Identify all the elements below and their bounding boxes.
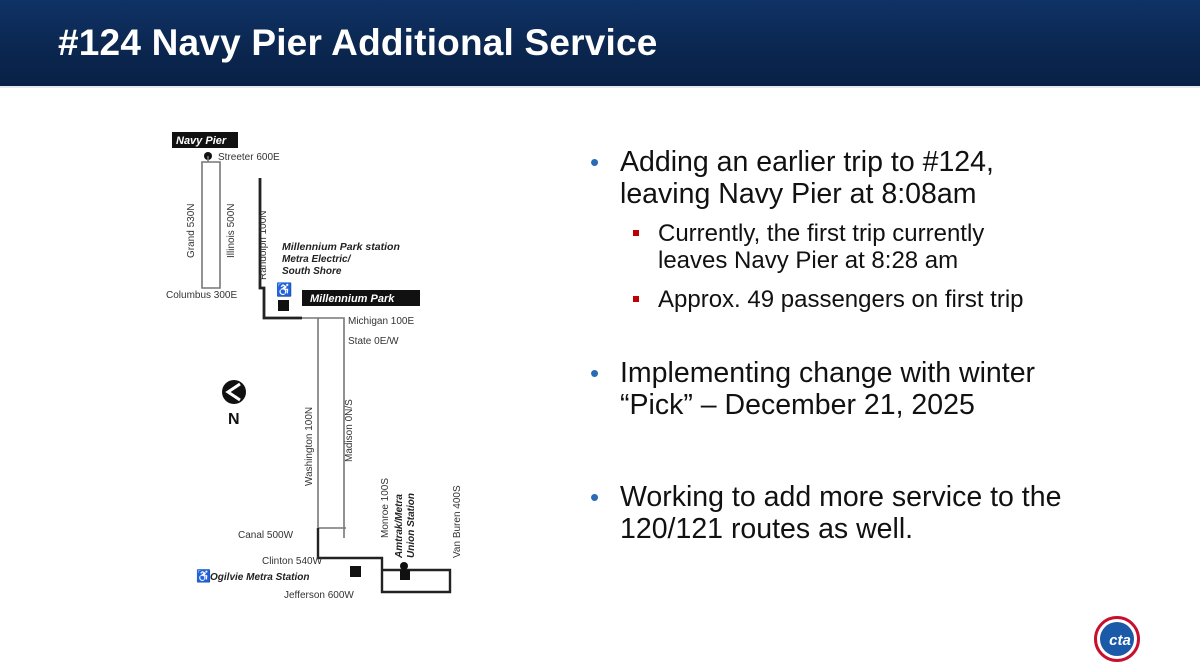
state-label: State 0E/W	[348, 336, 399, 347]
bullet-list	[588, 146, 1178, 545]
bullet-line: Working to add more service to the	[620, 481, 1062, 513]
michigan-label: Michigan 100E	[348, 316, 415, 327]
sub-bullet-item	[588, 220, 1178, 274]
accessible-icon: ♿	[276, 282, 293, 297]
union-station-marker	[400, 570, 410, 580]
madison-label: Madison 0N/S	[344, 399, 355, 462]
bullet-line: Adding an earlier trip to #124,	[620, 146, 994, 178]
millennium-station-line1: Millennium Park station	[282, 241, 400, 253]
bullet-dot: •	[590, 147, 600, 177]
north-label: N	[228, 411, 240, 428]
bullet-line: 120/121 routes as well.	[620, 513, 914, 545]
millennium-station-line2: Metra Electric/	[282, 254, 351, 265]
bullet-dot: •	[590, 358, 600, 388]
amtrak-label-line1: Amtrak/Metra	[394, 494, 405, 558]
bullet-line: Implementing change with winter	[620, 357, 1036, 389]
millennium-park-label: Millennium Park	[310, 293, 395, 305]
slide-title: #124 Navy Pier Additional Service	[58, 22, 658, 63]
streeter-label: Streeter 600E	[218, 152, 280, 163]
navy-pier-label: Navy Pier	[176, 135, 227, 147]
sub-bullet-marker	[633, 296, 639, 302]
bullet-item	[588, 146, 1178, 210]
sub-bullet-item	[588, 286, 1178, 313]
bullet-item	[588, 357, 1178, 421]
randolph-label: Randolph 100N	[258, 210, 269, 280]
columbus-label: Columbus 300E	[166, 290, 238, 301]
cta-logo-fill	[1100, 622, 1134, 656]
canal-label: Canal 500W	[238, 530, 294, 541]
ogilvie-label: Ogilvie Metra Station	[210, 572, 310, 583]
route-grand-illinois	[202, 156, 220, 288]
route-state-madison	[318, 318, 344, 538]
sub-bullet-line: Approx. 49 passengers on first trip	[658, 286, 1024, 313]
union-station-stop	[400, 562, 408, 570]
sub-bullet-line: leaves Navy Pier at 8:28 am	[658, 247, 959, 274]
millennium-station-marker	[278, 300, 289, 311]
washington-label: Washington 100N	[304, 406, 315, 486]
monroe-label: Monroe 100S	[380, 477, 391, 538]
sub-bullet-marker	[633, 230, 639, 236]
bullet-line: “Pick” – December 21, 2025	[620, 389, 975, 421]
millennium-station-line3: South Shore	[282, 266, 342, 277]
cta-logo	[1094, 616, 1140, 662]
cta-logo-text: cta	[1109, 632, 1131, 649]
slide-header	[0, 0, 1200, 88]
bullet-item	[588, 481, 1178, 545]
bullet-dot: •	[590, 482, 600, 512]
van-buren-label: Van Buren 400S	[452, 485, 463, 558]
illinois-label: Illinois 500N	[226, 203, 237, 258]
amtrak-label-line2: Union Station	[406, 493, 417, 558]
route-map	[150, 118, 480, 618]
ogilvie-accessible-icon: ♿	[196, 569, 211, 583]
bullet-line: leaving Navy Pier at 8:08am	[620, 178, 977, 210]
clinton-label: Clinton 540W	[262, 556, 323, 567]
ogilvie-station-marker	[350, 566, 361, 577]
sub-bullet-line: Currently, the first trip currently	[658, 220, 985, 247]
grand-label: Grand 530N	[186, 203, 197, 258]
jefferson-label: Jefferson 600W	[284, 590, 354, 601]
